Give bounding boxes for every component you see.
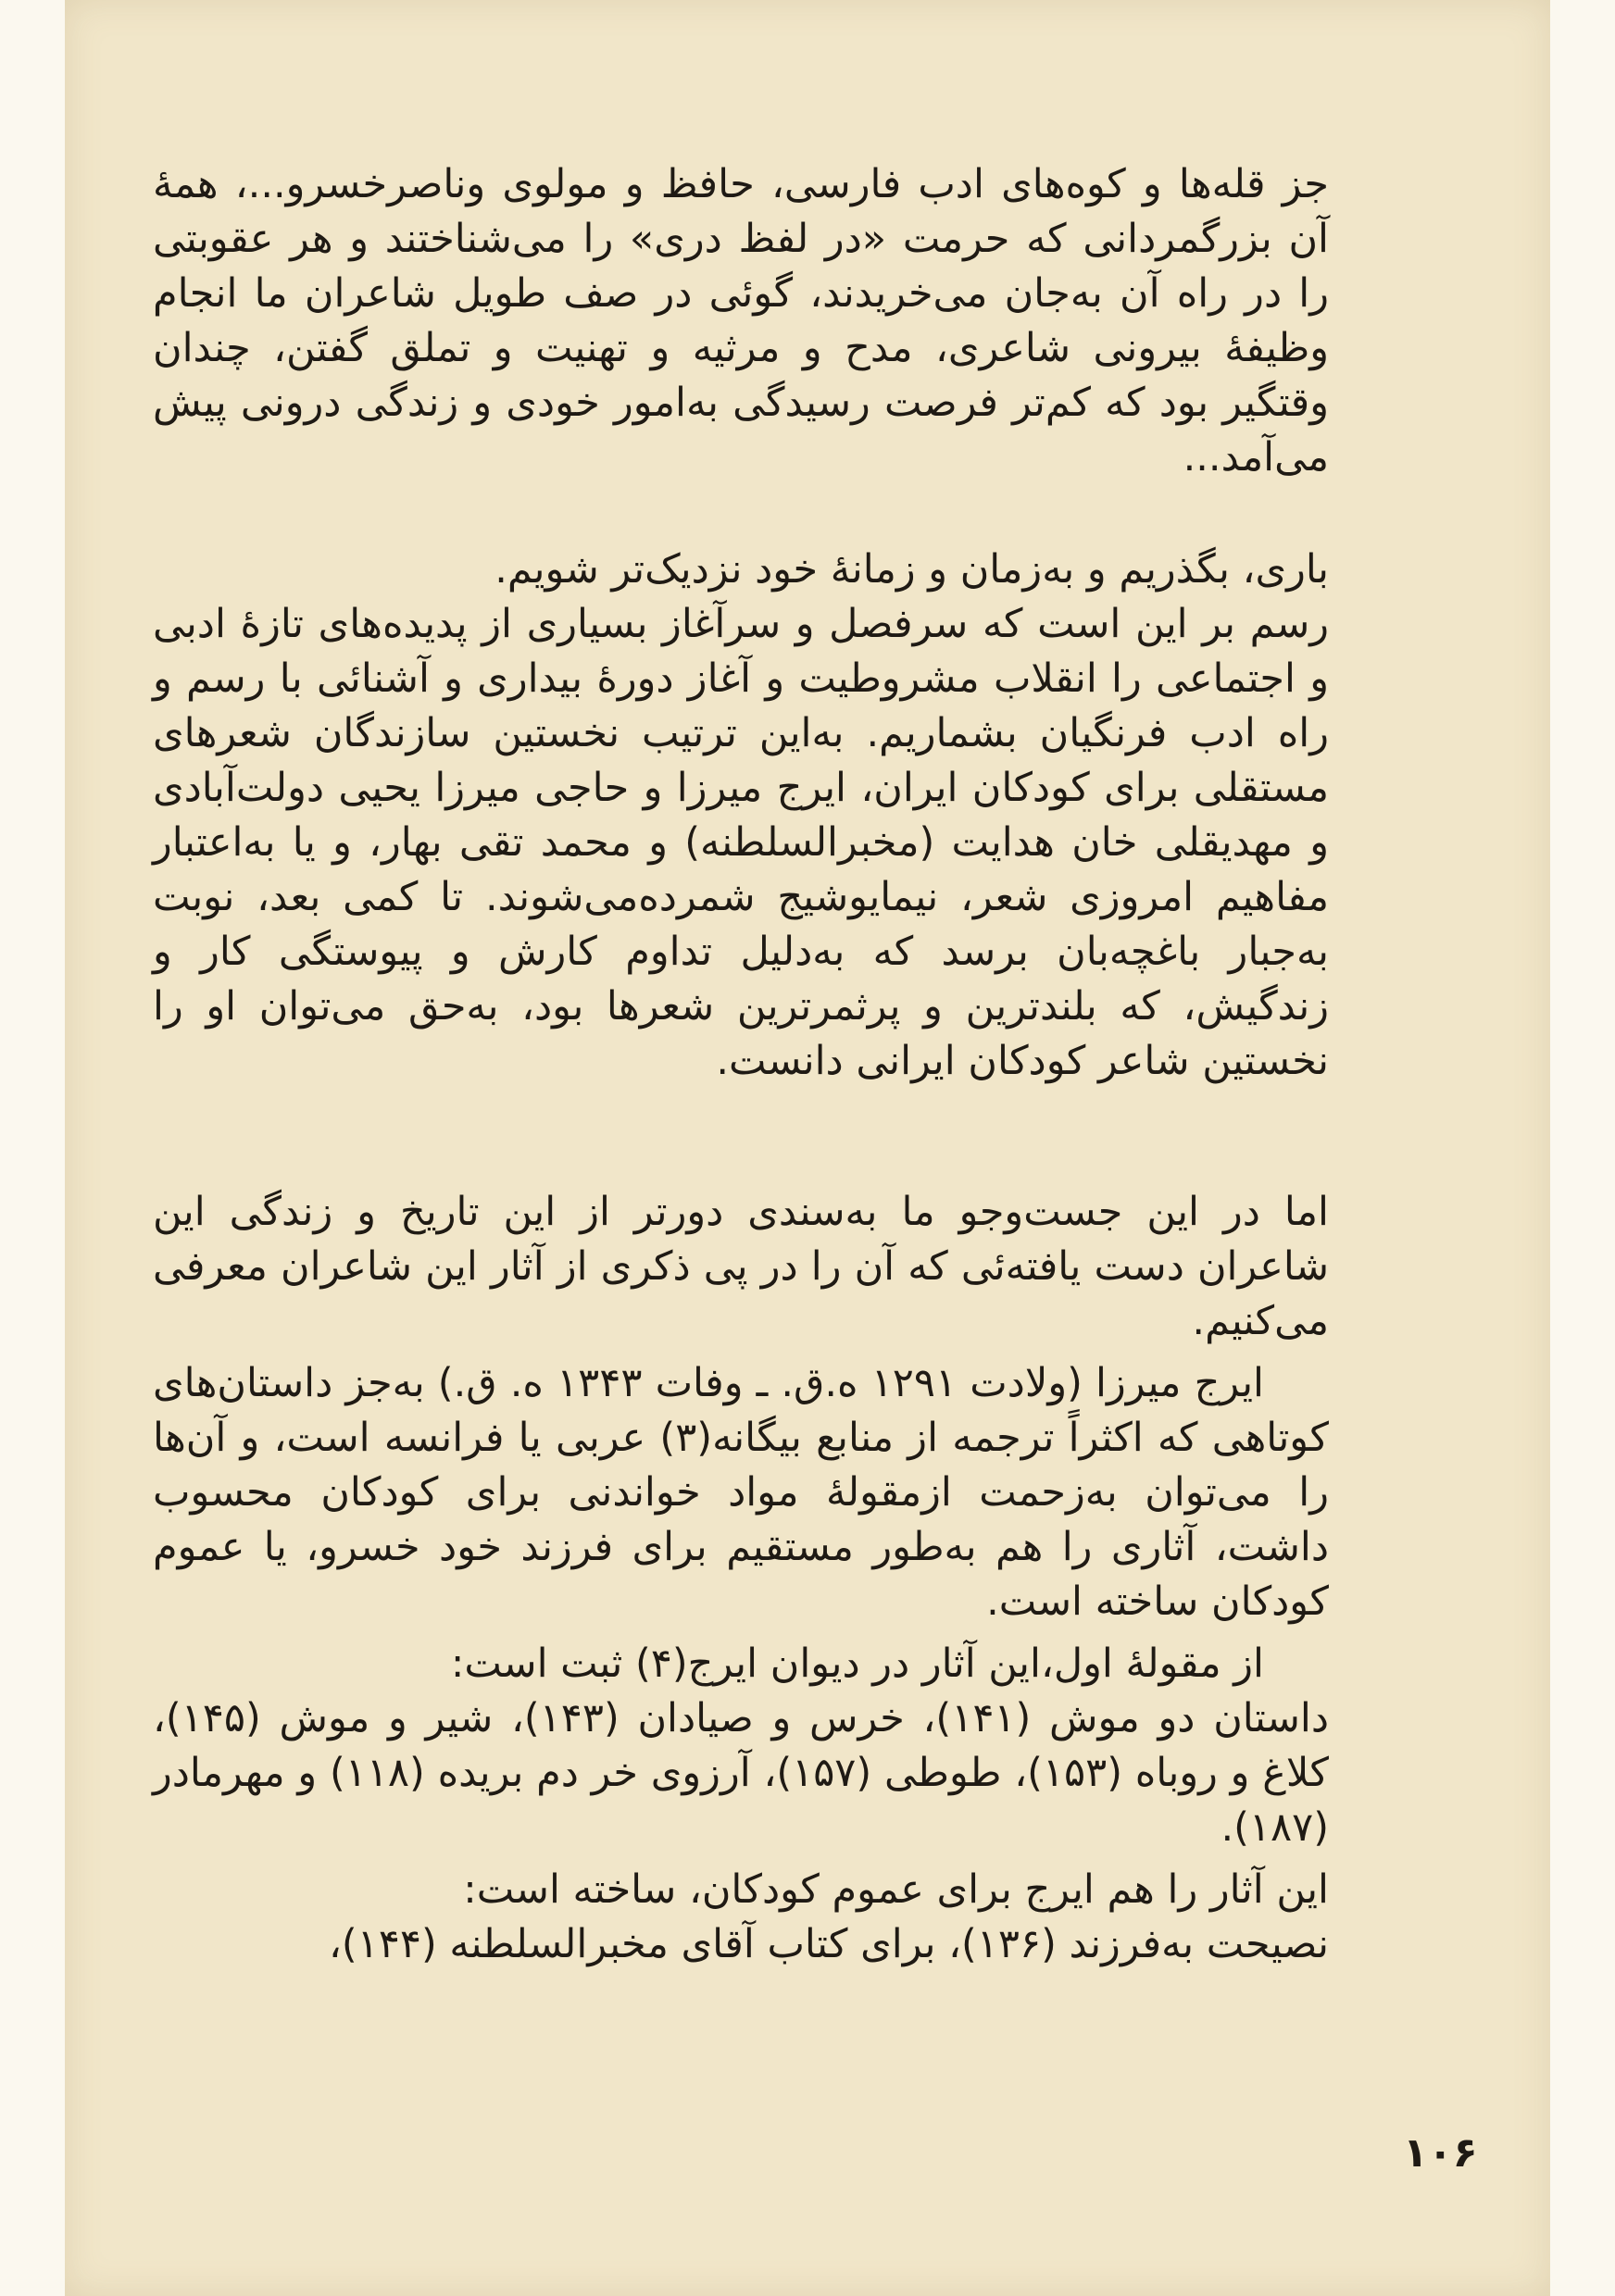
paragraph: باری، بگذریم و به‌زمان و زمانهٔ خود نزدیک‌تر شویم. xyxy=(495,546,1329,593)
paragraph: این آثار را هم ایرج برای عموم کودکان، ساخته است: xyxy=(463,1866,1329,1913)
paragraph: از مقولهٔ اول،این آثار در دیوان ایرج(۴) ثبت است: xyxy=(450,1641,1264,1687)
paragraph: ایرج میرزا (ولادت ۱۲۹۱ ه.ق. ـ وفات ۱۳۴۳ ه. ق.) به‌جز داستان‌های کوتاهی که اکثراً ترجمه از منابع بیگانه(۳) عربی یا فرانسه است، و آن‌ها را می‌توان به‌زحمت ازمقولهٔ مواد خواندنی برای کودکان محسوب داشت، آثاری را هم به‌طور مستقیم برای فرزند خود خسرو، یا عموم کودکان ساخته است. xyxy=(153,1360,1329,1625)
paragraph: داستان دو موش (۱۴۱)، خرس و صیادان (۱۴۳)، شیر و موش (۱۴۵)، کلاغ و روباه (۱۵۳)، طوطی (۱۵۷)، آرزوی خر دم بریده (۱۱۸) و مهرمادر (۱۸۷). xyxy=(153,1695,1329,1851)
paragraph: نصیحت به‌فرزند (۱۳۶)، برای کتاب آقای مخبرالسلطنه (۱۴۴)، xyxy=(329,1921,1329,1967)
page-body xyxy=(153,157,1329,1972)
page-number: ۱۰۶ xyxy=(1403,2129,1478,2177)
paragraph: جز قله‌ها و کوه‌های ادب فارسی، حافظ و مولوی وناصرخسرو...، همهٔ آن بزرگمردانی که حرمت «در لفظ دری» را می‌شناختند و هر عقوبتی را در راه آن به‌جان می‌خریدند، گوئی در صف طویل شاعران ما انجام وظیفهٔ بیرونی شاعری، مدح و مرثیه و تهنیت و تملق گفتن، چندان وقتگیر بود که کم‌تر فرصت رسیدگی به‌امور خودی و زندگی درونی پیش می‌آمد... xyxy=(153,161,1329,480)
paragraph: رسم بر این است که سرفصل و سرآغاز بسیاری از پدیده‌های تازهٔ ادبی و اجتماعی را انقلاب مشروطیت و آغاز دورهٔ بیداری و آشنائی با رسم و راه ادب فرنگیان بشماریم. به‌این ترتیب نخستین سازندگان شعرهای مستقلی برای کودکان ایران، ایرج میرزا و حاجی میرزا یحیی دولت‌آبادی و مهدیقلی خان هدایت (مخبرالسلطنه) و محمد تقی بهار، و یا به‌اعتبار مفاهیم امروزی شعر، نیمایوشیج شمرده‌می‌شوند. تا کمی بعد، نوبت به‌جبار باغچه‌بان برسد که به‌دلیل تداوم کارش و پیوستگی کار و زندگیش، که بلندترین و پرثمرترین شعرها بود، به‌حق می‌توان او را نخستین شاعر کودکان ایرانی دانست. xyxy=(153,601,1329,1084)
paragraph: اما در این جست‌وجو ما به‌سندی دورتر از این تاریخ و زندگی این شاعران دست یافته‌ئی که آن را در پی ذکری از آثار این شاعران معرفی می‌کنیم. xyxy=(153,1189,1329,1344)
